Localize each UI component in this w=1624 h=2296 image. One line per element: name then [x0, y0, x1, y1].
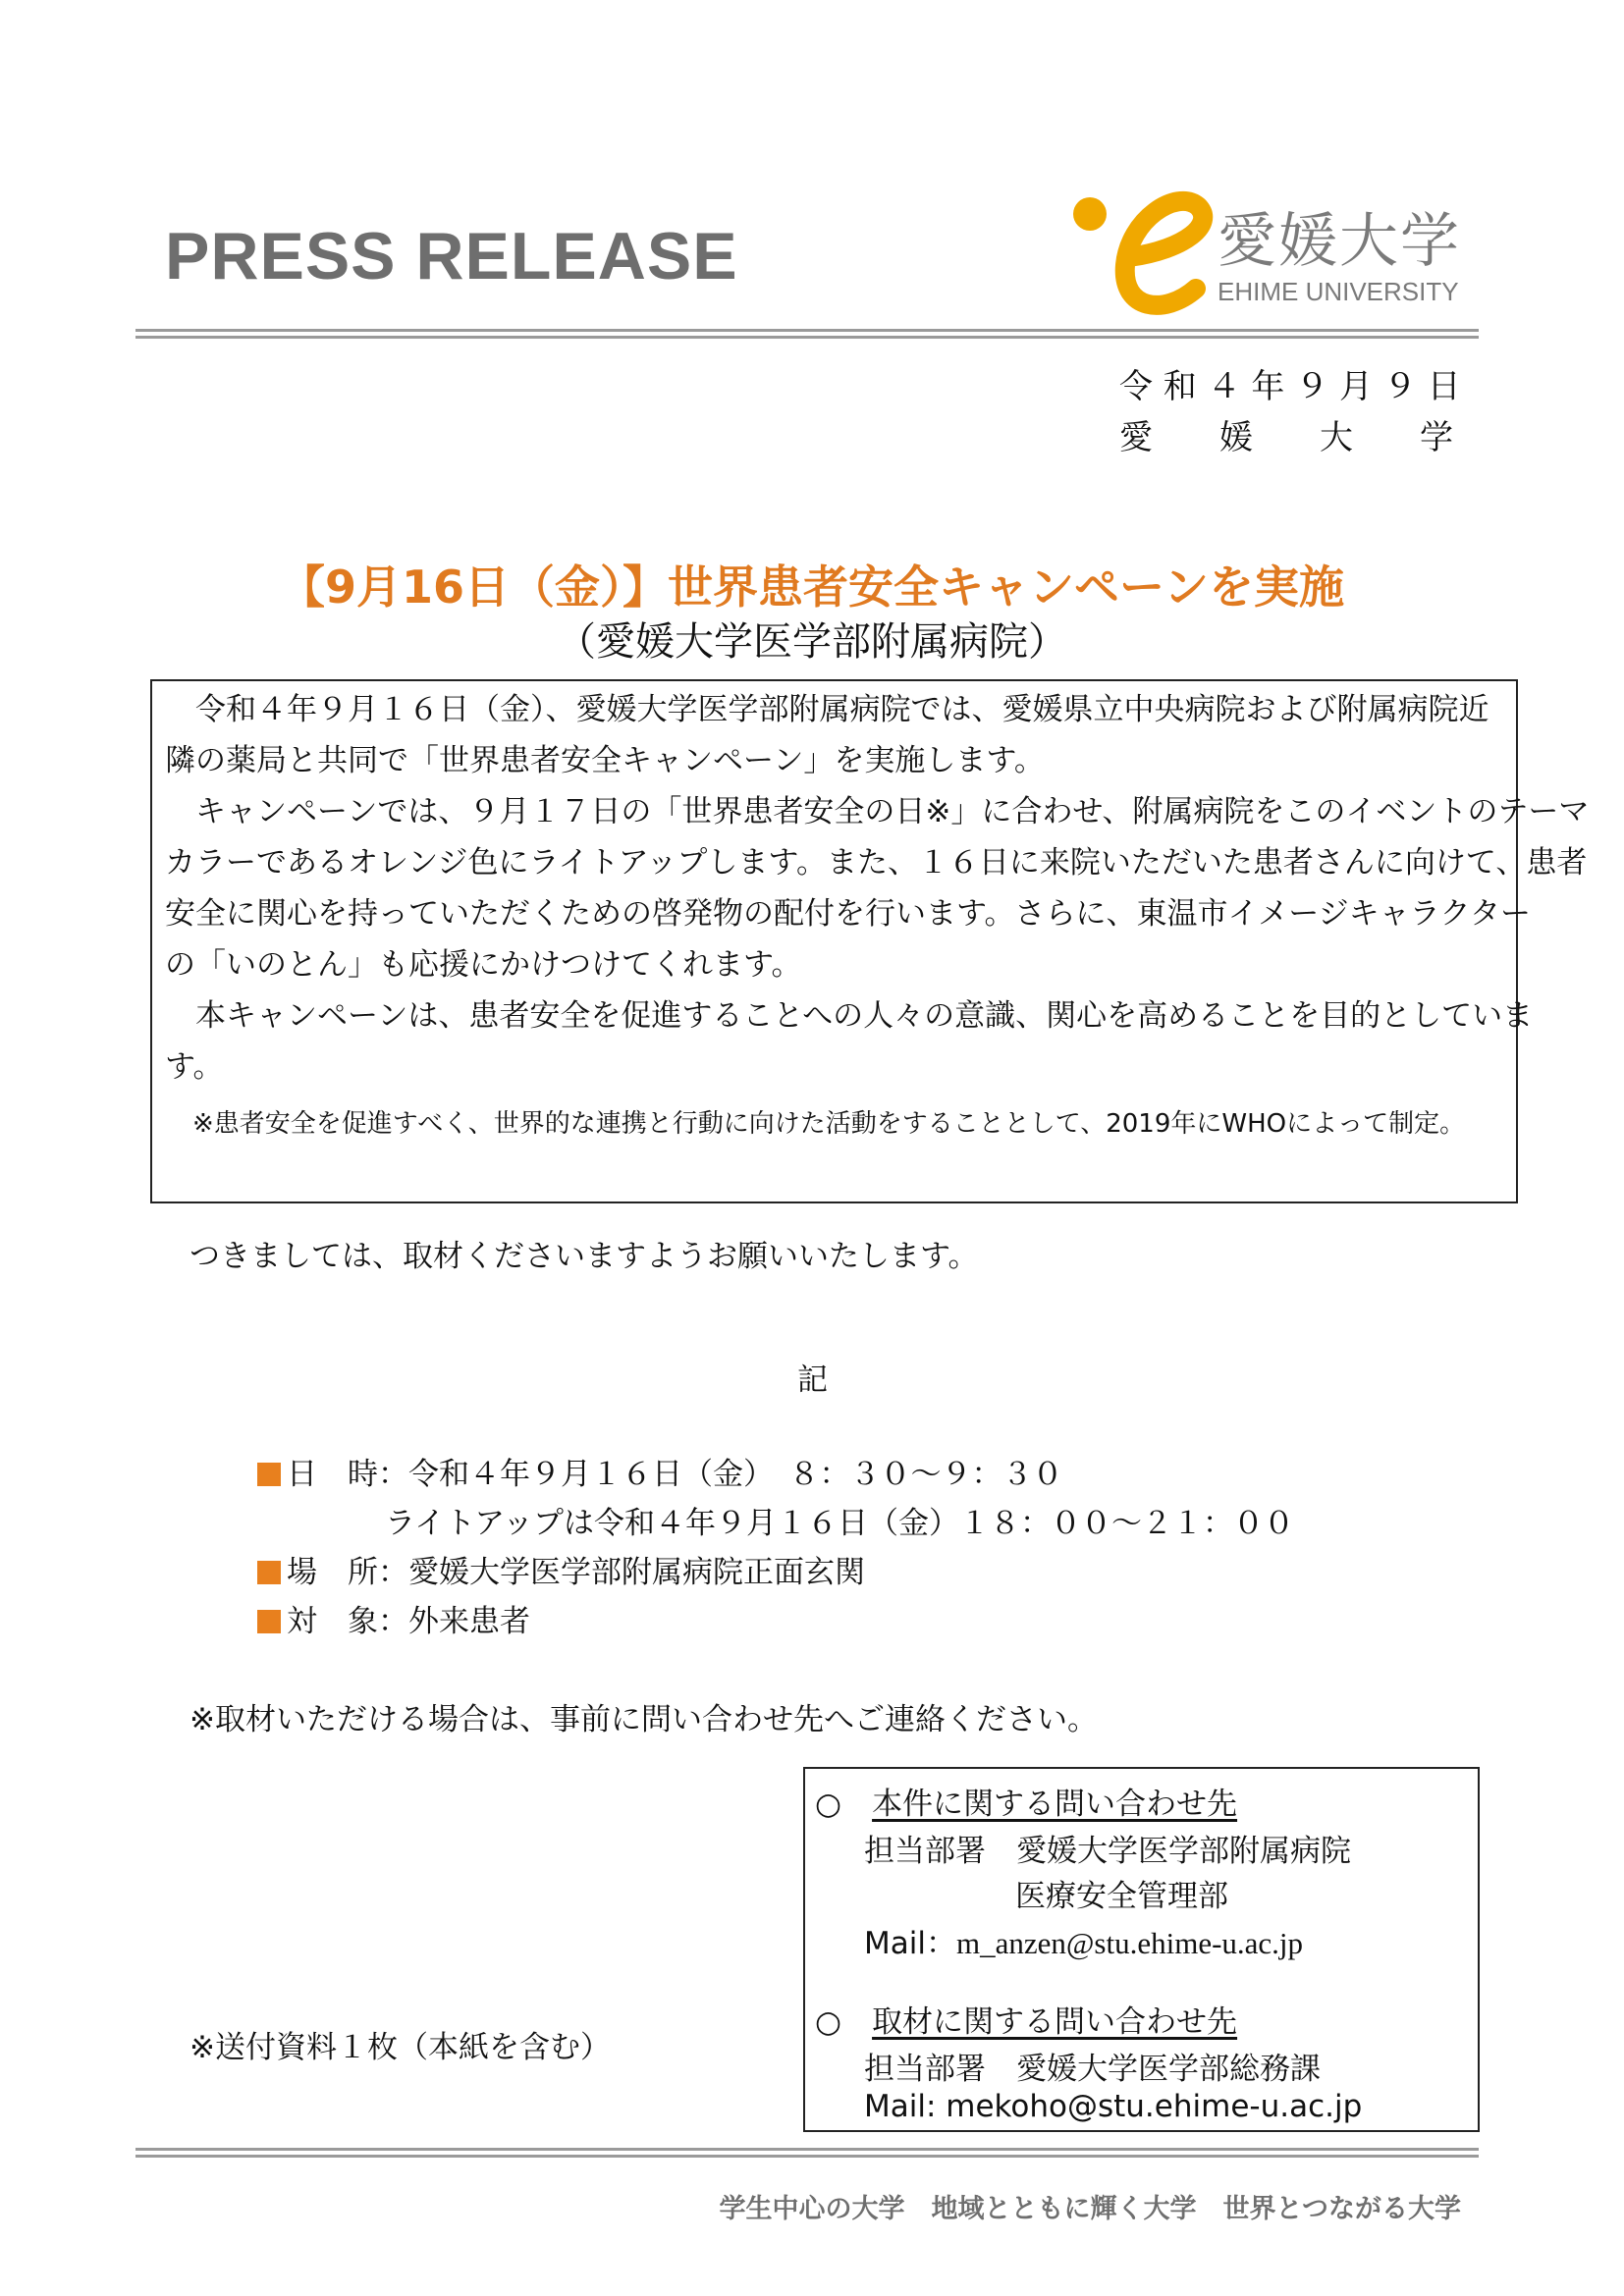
contact-2-dept	[864, 2044, 1321, 2088]
contact-2-mail-label: Mail:	[864, 2089, 947, 2124]
summary-note: ※患者安全を促進すべく、世界的な連携と行動に向けた活動をすることとして、2019年にWHOによって制定。	[192, 1109, 1466, 1139]
orange-square-icon	[257, 1561, 281, 1584]
enclosure-text: ※送付資料１枚（本紙を含む）	[189, 2030, 611, 2065]
contact-2-heading	[815, 1997, 1237, 2041]
summary-line: 隣の薬局と共同で「世界患者安全キャンペーン」を実施します。	[165, 743, 1045, 778]
header-divider	[135, 329, 1479, 339]
summary-line: 本キャンペーンは、患者安全を促進することへの人々の意識、関心を高めることを目的としていま	[165, 998, 1534, 1034]
logo-dot-icon	[1073, 197, 1107, 231]
contact-2-mail	[864, 2089, 1362, 2124]
release-date: 令 和 ４ 年 ９ 月 ９ 日	[1119, 367, 1461, 406]
contact-1-mail-address[interactable]: m_anzen@stu.ehime-u.ac.jp	[955, 1926, 1304, 1960]
circle-bullet-icon: ○	[815, 1787, 842, 1822]
contact-1-dept-name: 愛媛大学医学部附属病院	[1016, 1834, 1351, 1869]
page-subtitle: （愛媛大学医学部附属病院）	[557, 619, 1067, 665]
contact-2-heading-text: 取材に関する問い合わせ先	[872, 2004, 1238, 2040]
notice-text: ※取材いただける場合は、事前に問い合わせ先へご連絡ください。	[189, 1702, 1098, 1737]
contact-2-dept-name: 愛媛大学医学部総務課	[1016, 2052, 1321, 2087]
detail-target	[257, 1596, 530, 1640]
summary-line: す。	[165, 1049, 224, 1085]
logo-name-en: EHIME UNIVERSITY	[1218, 277, 1459, 306]
logo-name-ja: 愛媛大学	[1218, 207, 1461, 276]
issuer-name: 愛 媛 大 学	[1119, 418, 1453, 457]
detail-place-value: 愛媛大学医学部附属病院正面玄関	[408, 1555, 865, 1590]
summary-line: カラーであるオレンジ色にライトアップします。また、１６日に来院いただいた患者さんに向けて、患者	[165, 845, 1588, 881]
summary-line: 令和４年９月１６日（金）、愛媛大学医学部附属病院では、愛媛県立中央病院および附属病院近	[165, 692, 1489, 727]
detail-lightup: ライトアップは令和４年９月１６日（金）１８：００～２１：００	[385, 1506, 1294, 1541]
logo-e-icon	[1125, 201, 1203, 305]
summary-line: 安全に関心を持っていただくための啓発物の配付を行います。さらに、東温市イメージキャラクター	[165, 896, 1531, 932]
contact-1-heading	[815, 1779, 1237, 1823]
detail-datetime-label: 日 時：	[287, 1457, 408, 1492]
orange-square-icon	[257, 1463, 281, 1486]
orange-square-icon	[257, 1610, 281, 1633]
detail-place	[257, 1547, 865, 1591]
detail-datetime-value: 令和４年９月１６日（金） ８：３０～９：３０	[408, 1457, 1063, 1492]
summary-line: の「いのとん」も応援にかけつけてくれます。	[165, 947, 802, 983]
contact-1-dept2: 医療安全管理部	[1015, 1879, 1228, 1914]
detail-place-label: 場 所：	[287, 1555, 408, 1590]
contact-2-dept-label: 担当部署	[864, 2052, 986, 2087]
footer-divider	[135, 2148, 1479, 2158]
contact-1-mail-label: Mail：	[864, 1926, 956, 1961]
contact-1-heading-text: 本件に関する問い合わせ先	[872, 1787, 1238, 1822]
ki-marker: 記	[797, 1362, 828, 1398]
contact-1-dept	[864, 1826, 1351, 1870]
footer-slogan: 学生中心の大学 地域とともに輝く大学 世界とつながる大学	[719, 2194, 1461, 2224]
detail-datetime	[257, 1449, 1063, 1493]
request-text: つきましては、取材くださいますようお願いいたします。	[189, 1239, 979, 1274]
contact-1-mail	[864, 1918, 1303, 1962]
press-release-heading: PRESS RELEASE	[165, 219, 738, 294]
detail-target-value: 外来患者	[408, 1604, 530, 1639]
contact-2-mail-address[interactable]: mekoho@stu.ehime-u.ac.jp	[946, 2089, 1363, 2124]
circle-bullet-icon: ○	[815, 2004, 842, 2040]
summary-line: キャンペーンでは、９月１７日の「世界患者安全の日※」に合わせ、附属病院をこのイベントのテーマ	[165, 794, 1590, 829]
page-title: 【9月16日（金）】世界患者安全キャンペーンを実施	[279, 561, 1345, 614]
detail-target-label: 対 象：	[287, 1604, 408, 1639]
contact-1-dept-label: 担当部署	[864, 1834, 986, 1869]
